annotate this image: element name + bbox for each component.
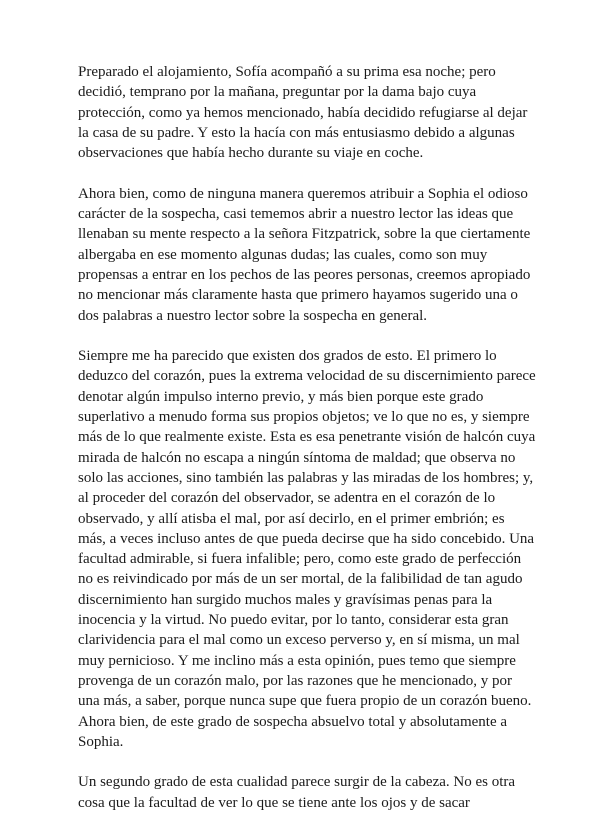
text-line: solo las acciones, sino también las palabras y las miradas de los hombres; y, bbox=[78, 469, 534, 486]
text-line: superlativo a menudo forma sus propios objetos; ve lo que no es, y siempre bbox=[78, 409, 530, 426]
text-line: Ahora bien, de este grado de sospecha absuelvo total y absolutamente a bbox=[78, 713, 508, 730]
text-line: inocencia y la virtud. No puedo evitar, por lo tanto, considerar esta gran bbox=[78, 612, 509, 629]
text-line: muy pernicioso. Y me inclino más a esta opinión, pues temo que siempre bbox=[78, 652, 516, 669]
text-line: propensas a entrar en los pechos de las peores personas, creemos apropiado bbox=[78, 266, 531, 283]
text-line: carácter de la sospecha, casi tememos abrir a nuestro lector las ideas que bbox=[78, 206, 514, 223]
text-line: más, a veces incluso antes de que pueda decirse que ha sido concebido. Una bbox=[78, 530, 535, 547]
text-line: no mencionar más claramente hasta que primero hayamos sugerido una o bbox=[78, 287, 518, 304]
text-line: Un segundo grado de esta cualidad parece surgir de la cabeza. No es otra bbox=[78, 774, 516, 791]
text-line: observaciones que había hecho durante su viaje en coche. bbox=[78, 145, 424, 162]
text-line: Sophia. bbox=[78, 733, 124, 750]
paragraph-2 bbox=[78, 184, 530, 326]
text-line: al proceder del corazón del observador, se adentra en el corazón de lo bbox=[78, 490, 496, 507]
text-line: protección, como ya hemos mencionado, había decidido refugiarse al dejar bbox=[78, 104, 528, 121]
text-line: no es reivindicado por más de un ser mortal, de la falibilidad de tan agudo bbox=[78, 571, 523, 588]
text-line: discernimiento han surgido muchos males y gravísimas penas para la bbox=[78, 591, 493, 608]
text-line: facultad admirable, si fuera infalible; pero, como este grado de perfección bbox=[78, 551, 522, 568]
text-line: deduzco del corazón, pues la extrema velocidad de su discernimiento parece bbox=[78, 368, 536, 385]
text-line: clarividencia para el mal como un exceso perverso y, en sí misma, un mal bbox=[78, 632, 520, 649]
text-line: albergaba en ese momento algunas dudas; las cuales, como son muy bbox=[78, 246, 488, 263]
text-line: Preparado el alojamiento, Sofía acompañó a su prima esa noche; pero bbox=[78, 64, 496, 80]
text-line: Ahora bien, como de ninguna manera queremos atribuir a Sophia el odioso bbox=[78, 185, 528, 202]
text-line: cosa que la facultad de ver lo que se tiene ante los ojos y de sacar bbox=[78, 794, 470, 811]
text-line: observado, y allí atisba el mal, por así decirlo, en el primer embrión; es bbox=[78, 510, 505, 527]
document-page bbox=[78, 62, 536, 833]
text-line: dos palabras a nuestro lector sobre la sospecha en general. bbox=[78, 307, 428, 324]
text-line: más de lo que realmente existe. Esta es esa penetrante visión de halcón cuya bbox=[78, 429, 536, 446]
text-line: mirada de halcón no escapa a ningún síntoma de maldad; que observa no bbox=[78, 449, 516, 466]
paragraph-1 bbox=[78, 62, 530, 163]
text-line: provenga de un corazón malo, por las razones que he mencionado, y por bbox=[78, 672, 513, 689]
text-line: llenaban su mente respecto a la señora Fitzpatrick, sobre la que ciertamente bbox=[78, 226, 531, 243]
text-line: denotar algún impulso interno previo, y más bien porque este grado bbox=[78, 388, 484, 405]
paragraph-3 bbox=[78, 346, 536, 752]
text-line: una más, a saber, porque nunca supe que fuera propio de un corazón bueno. bbox=[78, 693, 532, 710]
text-line: Siempre me ha parecido que existen dos grados de esto. El primero lo bbox=[78, 348, 497, 365]
text-line: la casa de su padre. Y esto la hacía con más entusiasmo debido a algunas bbox=[78, 124, 515, 141]
text-line: decidió, temprano por la mañana, preguntar por la dama bajo cuya bbox=[78, 84, 477, 101]
paragraph-4 bbox=[78, 772, 530, 813]
